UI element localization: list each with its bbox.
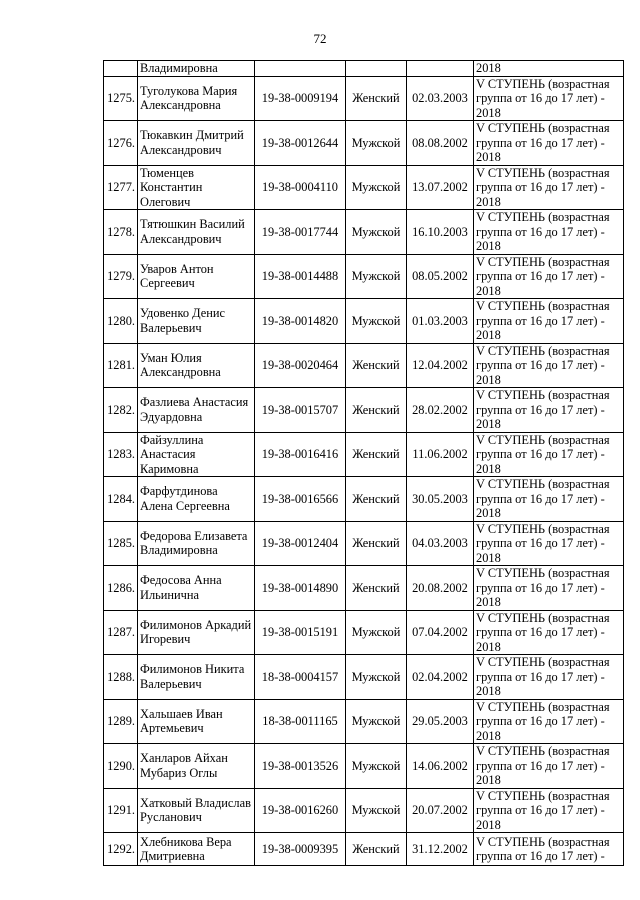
birth-date: 20.08.2002 xyxy=(407,566,474,611)
award-level: V СТУПЕНЬ (возрастная группа от 16 до 17 лет) - 2018 xyxy=(474,655,624,700)
award-level: V СТУПЕНЬ (возрастная группа от 16 до 17 лет) - 2018 xyxy=(474,699,624,744)
row-number: 1286. xyxy=(104,566,138,611)
gender: Мужской xyxy=(346,744,407,789)
table-row xyxy=(104,788,624,833)
row-number: 1290. xyxy=(104,744,138,789)
person-name: Тюкавкин Дмитрий Александрович xyxy=(138,121,255,166)
table-row xyxy=(104,254,624,299)
award-level: V СТУПЕНЬ (возрастная группа от 16 до 17 лет) - 2018 xyxy=(474,744,624,789)
page-number: 72 xyxy=(313,31,327,46)
row-number: 1284. xyxy=(104,477,138,522)
gender: Женский xyxy=(346,343,407,388)
registration-id: 19-38-0014820 xyxy=(255,299,346,344)
registration-id xyxy=(255,61,346,77)
row-number: 1275. xyxy=(104,76,138,121)
birth-date: 20.07.2002 xyxy=(407,788,474,833)
person-name: Удовенко Денис Валерьевич xyxy=(138,299,255,344)
person-name: Филимонов Никита Валерьевич xyxy=(138,655,255,700)
person-name: Федорова Елизавета Владимировна xyxy=(138,521,255,566)
birth-date: 02.04.2002 xyxy=(407,655,474,700)
gender: Женский xyxy=(346,521,407,566)
table-row xyxy=(104,744,624,789)
registration-id: 19-38-0015191 xyxy=(255,610,346,655)
table-row xyxy=(104,521,624,566)
award-level: V СТУПЕНЬ (возрастная группа от 16 до 17 лет) - 2018 xyxy=(474,76,624,121)
registration-id: 19-38-0020464 xyxy=(255,343,346,388)
birth-date: 16.10.2003 xyxy=(407,210,474,255)
award-level: V СТУПЕНЬ (возрастная группа от 16 до 17 лет) - 2018 xyxy=(474,788,624,833)
gender: Мужской xyxy=(346,699,407,744)
row-number: 1283. xyxy=(104,432,138,477)
birth-date: 30.05.2003 xyxy=(407,477,474,522)
gender xyxy=(346,61,407,77)
row-number: 1279. xyxy=(104,254,138,299)
person-name: Тятюшкин Василий Александрович xyxy=(138,210,255,255)
gender: Женский xyxy=(346,76,407,121)
person-name: Фарфутдинова Алена Сергеевна xyxy=(138,477,255,522)
registry-table xyxy=(103,60,624,866)
birth-date: 11.06.2002 xyxy=(407,432,474,477)
gender: Мужской xyxy=(346,610,407,655)
gender: Мужской xyxy=(346,655,407,700)
registration-id: 19-38-0012644 xyxy=(255,121,346,166)
gender: Мужской xyxy=(346,121,407,166)
person-name: Федосова Анна Ильинична xyxy=(138,566,255,611)
table-row xyxy=(104,210,624,255)
person-name: Филимонов Аркадий Игоревич xyxy=(138,610,255,655)
registration-id: 19-38-0016260 xyxy=(255,788,346,833)
table-row xyxy=(104,610,624,655)
award-level: V СТУПЕНЬ (возрастная группа от 16 до 17 лет) - 2018 xyxy=(474,521,624,566)
person-name: Владимировна xyxy=(138,61,255,77)
registration-id: 19-38-0004110 xyxy=(255,165,346,210)
registration-id: 19-38-0015707 xyxy=(255,388,346,433)
gender: Мужской xyxy=(346,165,407,210)
table-row xyxy=(104,566,624,611)
award-level: V СТУПЕНЬ (возрастная группа от 16 до 17 лет) - 2018 xyxy=(474,610,624,655)
row-number: 1277. xyxy=(104,165,138,210)
registration-id: 19-38-0017744 xyxy=(255,210,346,255)
birth-date: 08.05.2002 xyxy=(407,254,474,299)
award-level: V СТУПЕНЬ (возрастная группа от 16 до 17 лет) - 2018 xyxy=(474,477,624,522)
table-row xyxy=(104,388,624,433)
table-row xyxy=(104,477,624,522)
person-name: Ханларов Айхан Мубариз Оглы xyxy=(138,744,255,789)
award-level: V СТУПЕНЬ (возрастная группа от 16 до 17 лет) - 2018 xyxy=(474,566,624,611)
registry-table-body xyxy=(104,61,624,866)
row-number: 1282. xyxy=(104,388,138,433)
table-row xyxy=(104,121,624,166)
gender: Женский xyxy=(346,566,407,611)
award-level: V СТУПЕНЬ (возрастная группа от 16 до 17 лет) - 2018 xyxy=(474,254,624,299)
birth-date: 28.02.2002 xyxy=(407,388,474,433)
row-number xyxy=(104,61,138,77)
registration-id: 19-38-0009194 xyxy=(255,76,346,121)
person-name: Файзуллина Анастасия Каримовна xyxy=(138,432,255,477)
person-name: Уваров Антон Сергеевич xyxy=(138,254,255,299)
gender: Мужской xyxy=(346,299,407,344)
birth-date: 31.12.2002 xyxy=(407,833,474,866)
row-number: 1280. xyxy=(104,299,138,344)
birth-date: 29.05.2003 xyxy=(407,699,474,744)
award-level: V СТУПЕНЬ (возрастная группа от 16 до 17 лет) - 2018 xyxy=(474,210,624,255)
gender: Мужской xyxy=(346,254,407,299)
award-level: V СТУПЕНЬ (возрастная группа от 16 до 17 лет) - 2018 xyxy=(474,432,624,477)
birth-date: 02.03.2003 xyxy=(407,76,474,121)
person-name: Тюменцев Константин Олегович xyxy=(138,165,255,210)
birth-date: 14.06.2002 xyxy=(407,744,474,789)
award-level: V СТУПЕНЬ (возрастная группа от 16 до 17 лет) - 2018 xyxy=(474,388,624,433)
gender: Мужской xyxy=(346,210,407,255)
person-name: Уман Юлия Александровна xyxy=(138,343,255,388)
award-level: V СТУПЕНЬ (возрастная группа от 16 до 17 лет) - 2018 xyxy=(474,165,624,210)
person-name: Фазлиева Анастасия Эдуардовна xyxy=(138,388,255,433)
registration-id: 19-38-0014890 xyxy=(255,566,346,611)
birth-date: 07.04.2002 xyxy=(407,610,474,655)
award-level: 2018 xyxy=(474,61,624,77)
table-row xyxy=(104,165,624,210)
table-row xyxy=(104,61,624,77)
table-row xyxy=(104,76,624,121)
person-name: Хальшаев Иван Артемьевич xyxy=(138,699,255,744)
registration-id: 19-38-0013526 xyxy=(255,744,346,789)
award-level: V СТУПЕНЬ (возрастная группа от 16 до 17 лет) - 2018 xyxy=(474,121,624,166)
row-number: 1281. xyxy=(104,343,138,388)
table-row xyxy=(104,655,624,700)
person-name: Туголукова Мария Александровна xyxy=(138,76,255,121)
gender: Мужской xyxy=(346,788,407,833)
birth-date: 08.08.2002 xyxy=(407,121,474,166)
table-row xyxy=(104,699,624,744)
gender: Женский xyxy=(346,477,407,522)
row-number: 1276. xyxy=(104,121,138,166)
birth-date xyxy=(407,61,474,77)
registration-id: 19-38-0016566 xyxy=(255,477,346,522)
table-row xyxy=(104,343,624,388)
award-level: V СТУПЕНЬ (возрастная группа от 16 до 17 лет) - xyxy=(474,833,624,866)
row-number: 1292. xyxy=(104,833,138,866)
registration-id: 19-38-0014488 xyxy=(255,254,346,299)
gender: Женский xyxy=(346,833,407,866)
table-row xyxy=(104,299,624,344)
registration-id: 18-38-0004157 xyxy=(255,655,346,700)
birth-date: 04.03.2003 xyxy=(407,521,474,566)
birth-date: 13.07.2002 xyxy=(407,165,474,210)
gender: Женский xyxy=(346,388,407,433)
table-row xyxy=(104,432,624,477)
row-number: 1288. xyxy=(104,655,138,700)
row-number: 1287. xyxy=(104,610,138,655)
row-number: 1289. xyxy=(104,699,138,744)
gender: Женский xyxy=(346,432,407,477)
registration-id: 19-38-0012404 xyxy=(255,521,346,566)
award-level: V СТУПЕНЬ (возрастная группа от 16 до 17 лет) - 2018 xyxy=(474,343,624,388)
registration-id: 19-38-0009395 xyxy=(255,833,346,866)
row-number: 1285. xyxy=(104,521,138,566)
person-name: Хатковый Владислав Русланович xyxy=(138,788,255,833)
registration-id: 19-38-0016416 xyxy=(255,432,346,477)
award-level: V СТУПЕНЬ (возрастная группа от 16 до 17 лет) - 2018 xyxy=(474,299,624,344)
person-name: Хлебникова Вера Дмитриевна xyxy=(138,833,255,866)
row-number: 1291. xyxy=(104,788,138,833)
table-row xyxy=(104,833,624,866)
row-number: 1278. xyxy=(104,210,138,255)
birth-date: 01.03.2003 xyxy=(407,299,474,344)
registration-id: 18-38-0011165 xyxy=(255,699,346,744)
birth-date: 12.04.2002 xyxy=(407,343,474,388)
